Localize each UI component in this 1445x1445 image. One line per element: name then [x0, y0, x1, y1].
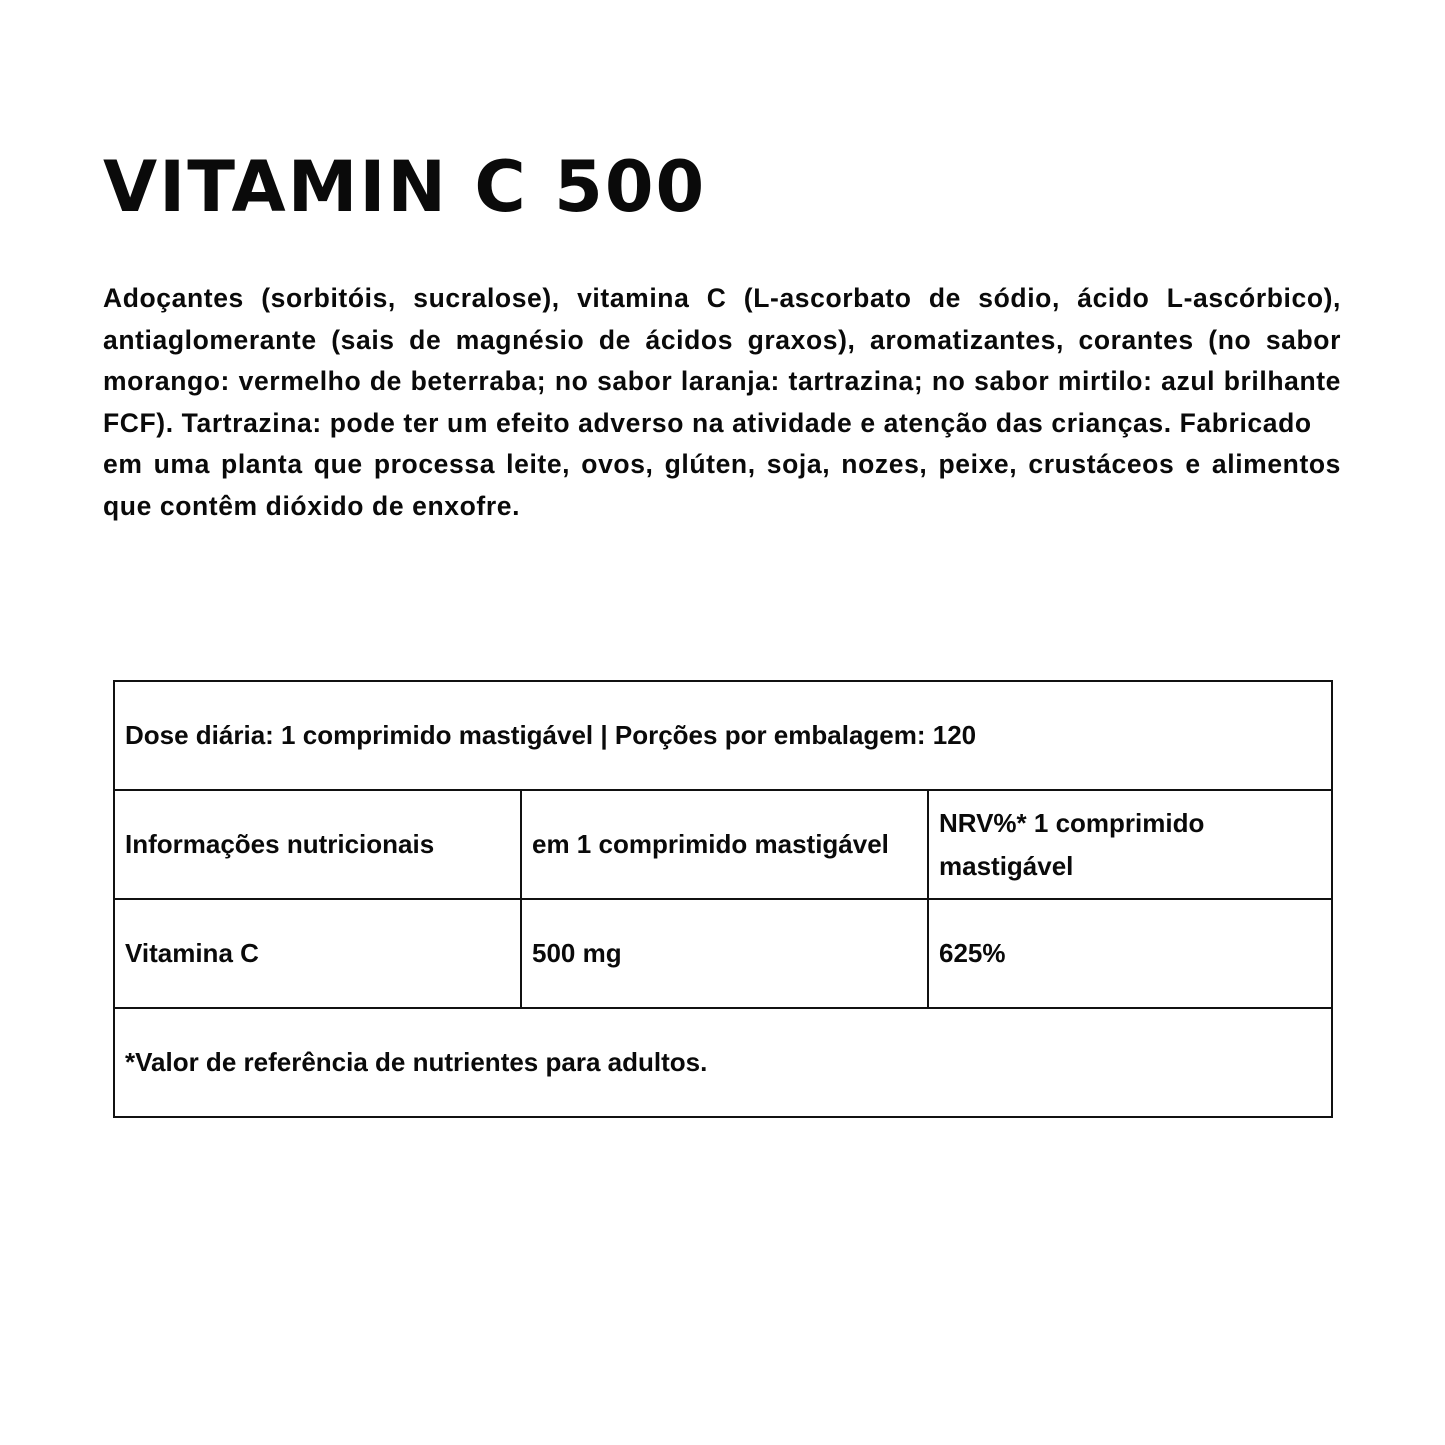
table-row	[114, 899, 1332, 1008]
header-cell: NRV%* 1 comprimido mastigável	[928, 790, 1332, 899]
nutrient-amount: 500 mg	[521, 899, 928, 1008]
nutrition-table	[113, 680, 1333, 1118]
page-title: VITAMIN C 500	[103, 146, 707, 228]
footnote-row	[114, 1008, 1332, 1117]
header-cell: Informações nutricionais	[114, 790, 521, 899]
nutrient-nrv: 625%	[928, 899, 1332, 1008]
header-cell: em 1 comprimido mastigável	[521, 790, 928, 899]
footnote: *Valor de referência de nutrientes para adultos.	[114, 1008, 1332, 1117]
header-row	[114, 790, 1332, 899]
ingredients-text	[103, 278, 1341, 528]
serving-row	[114, 681, 1332, 790]
ingredients-part-2: em uma planta que processa leite, ovos, glúten, soja, nozes, peixe, crustáceos e alimentos que contêm dióxido de enxofre.	[103, 449, 1341, 521]
ingredients-part-1: Adoçantes (sorbitóis, sucralose), vitamina C (L-ascorbato de sódio, ácido L-ascórbico), antiaglomerante (sais de magnésio de ácidos graxos), aromatizantes, corantes (no sabor morango: vermelho de beterraba; no sabor laranja: tartrazina; no sabor mirtilo: azul brilhante FCF). Tartrazina: pode ter um efeito adverso na atividade e atenção das crianças. Fabricado	[103, 283, 1341, 438]
serving-info: Dose diária: 1 comprimido mastigável | Porções por embalagem: 120	[114, 681, 1332, 790]
nutrient-name: Vitamina C	[114, 899, 521, 1008]
